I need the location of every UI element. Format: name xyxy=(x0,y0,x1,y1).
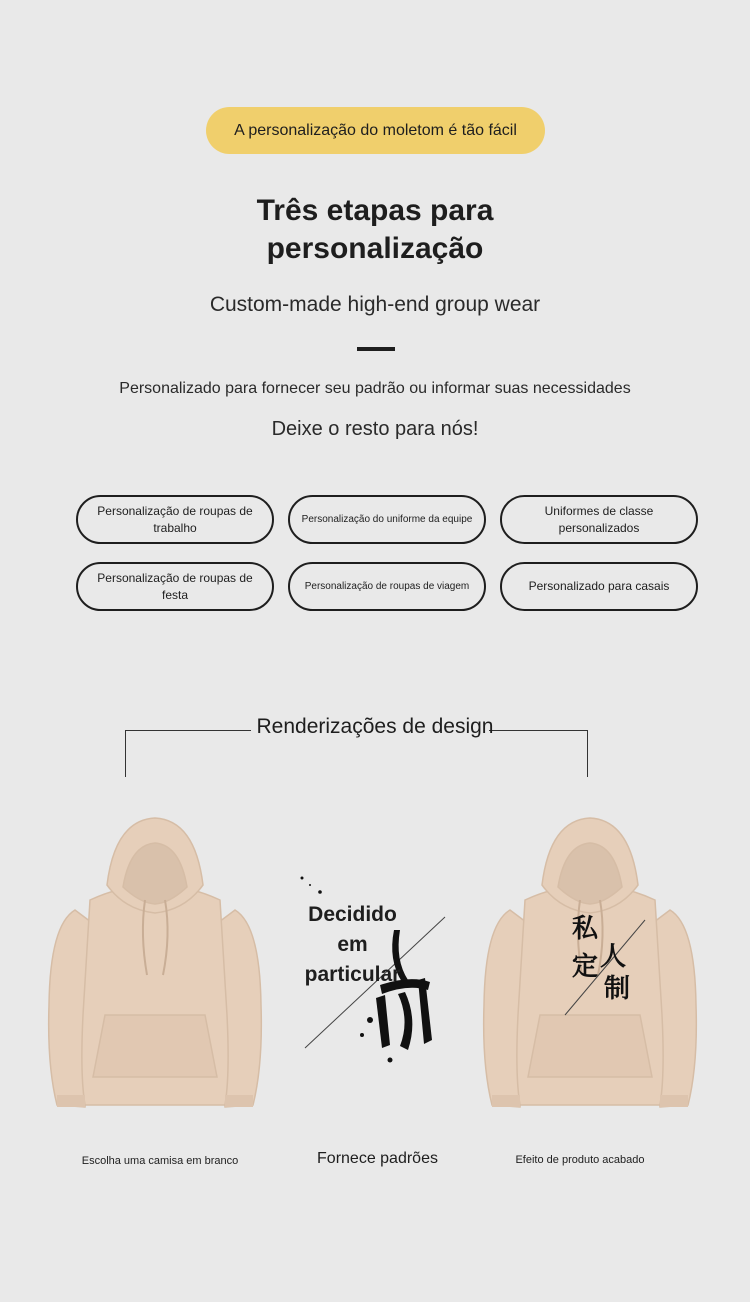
chip-couples[interactable]: Personalizado para casais xyxy=(500,562,698,611)
section-bracket-right xyxy=(489,730,588,777)
promo-pill-text: A personalização do moletom é tão fácil xyxy=(234,121,517,139)
caption-finished-product: Efeito de produto acabado xyxy=(515,1154,645,1166)
caption-patterns: Fornece padrões xyxy=(317,1150,438,1167)
finished-hoodie-image xyxy=(480,815,700,1115)
description-tagline: Deixe o resto para nós! xyxy=(271,418,479,440)
page-title xyxy=(150,192,600,268)
chip-party-clothes[interactable]: Personalização de roupas de festa xyxy=(76,562,274,611)
hoodie-print-char: 私 xyxy=(572,914,599,944)
chip-travel-clothes[interactable]: Personalização de roupas de viagem xyxy=(288,562,486,611)
center-line-2: em xyxy=(337,933,368,956)
category-chips xyxy=(76,495,697,611)
hoodie-print-char: 定 xyxy=(572,952,599,982)
chip-team-uniform[interactable]: Personalização do uniforme da equipe xyxy=(288,495,486,544)
center-line-3: particular xyxy=(304,963,401,986)
hoodie-print-char: 制 xyxy=(604,974,631,1004)
blank-hoodie-image xyxy=(45,815,265,1115)
title-divider xyxy=(357,347,395,351)
page-subtitle: Custom-made high-end group wear xyxy=(209,293,541,316)
design-section-title: Renderizações de design xyxy=(256,715,494,738)
center-caption-block xyxy=(290,900,415,990)
title-line-1: Três etapas para xyxy=(256,194,494,227)
caption-blank-shirt: Escolha uma camisa em branco xyxy=(81,1155,239,1167)
title-line-2: personalização xyxy=(266,232,484,265)
description-text: Personalizado para fornecer seu padrão ou informar suas necessidades xyxy=(119,380,631,397)
promo-pill xyxy=(206,107,545,154)
hoodie-print-char: 人 xyxy=(600,942,627,972)
chip-class-uniform[interactable]: Uniformes de classe personalizados xyxy=(500,495,698,544)
center-line-1: Decidido xyxy=(308,903,397,926)
section-bracket-left xyxy=(125,730,251,777)
chip-work-clothes[interactable]: Personalização de roupas de trabalho xyxy=(76,495,274,544)
